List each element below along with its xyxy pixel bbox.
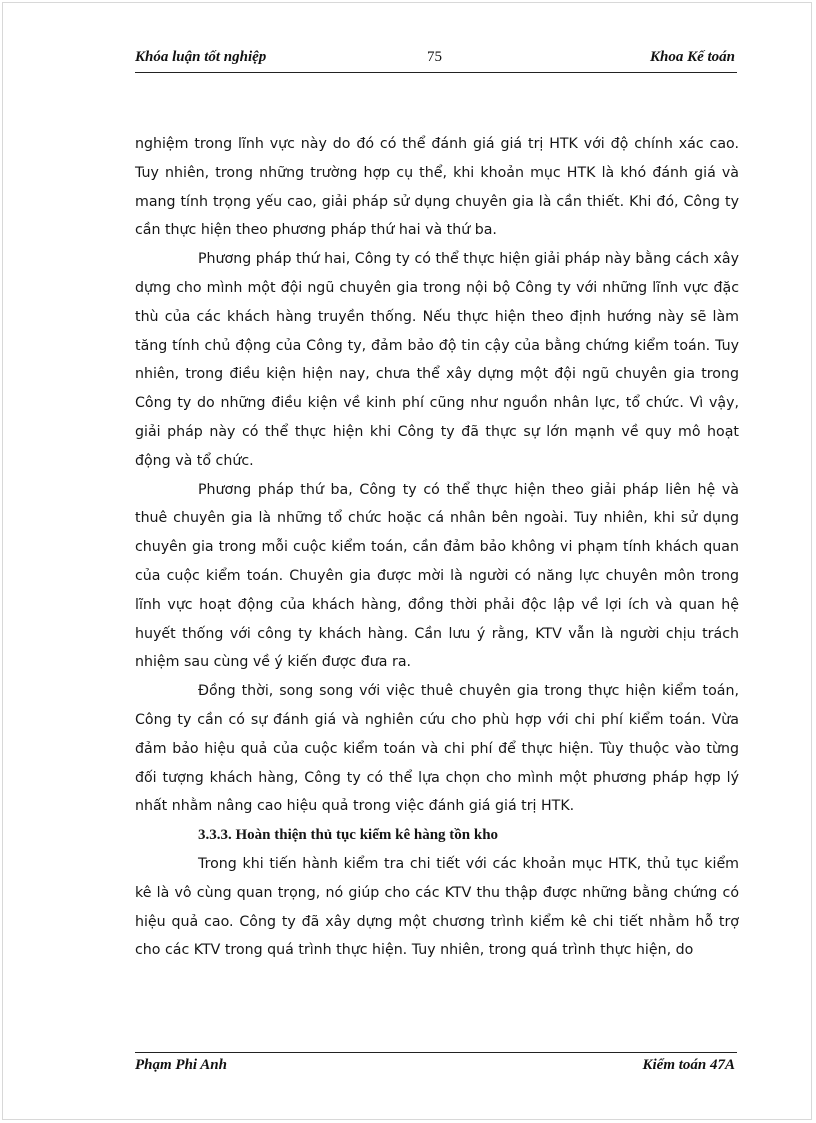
paragraph-method-two: Phương pháp thứ hai, Công ty có thể thực hiện giải pháp này bằng cách xây dựng cho mình một đội ngũ chuyên gia trong nội bộ Công ty với những lĩnh vực đặc thù của các khách hàng truyền thống. Nếu thực hiện theo định hướng này sẽ làm tăng tính chủ động của Công ty, đảm bảo độ tin cậy của bằng chứng kiểm toán. Tuy nhiên, trong điều kiện hiện nay, chưa thể xây dựng một đội ngũ chuyên gia trong Công ty do những điều kiện về kinh phí cũng như nguồn nhân lực, tổ chức. Vì vậy, giải pháp này có thể thực hiện khi Công ty đã thực sự lớn mạnh về quy mô hoạt động và tổ chức. bbox=[135, 251, 739, 469]
section-heading: 3.3.3. Hoàn thiện thủ tục kiểm kê hàng tồn kho bbox=[198, 827, 499, 844]
header-thesis-title: Khóa luận tốt nghiệp bbox=[135, 49, 267, 65]
footer-class: Kiểm toán 47A bbox=[642, 1057, 735, 1073]
page-footer bbox=[135, 1052, 737, 1073]
document-body bbox=[135, 130, 739, 965]
paragraph-method-three: Phương pháp thứ ba, Công ty có thể thực hiện theo giải pháp liên hệ và thuê chuyên gia là những tổ chức hoặc cá nhân bên ngoài. Tuy nhiên, khi sử dụng chuyên gia trong mỗi cuộc kiểm toán, cần đảm bảo không vi phạm tính khách quan của cuộc kiểm toán. Chuyên gia được mời là người có năng lực chuyên môn trong lĩnh vực hoạt động của khách hàng, đồng thời phải độc lập về lợi ích và quan hệ huyết thống với công ty khách hàng. Cần lưu ý rằng, KTV vẫn là người chịu trách nhiệm sau cùng về ý kiến được đưa ra. bbox=[135, 481, 739, 671]
page-number: 75 bbox=[427, 49, 442, 65]
paragraph-inventory-count: Trong khi tiến hành kiểm tra chi tiết với các khoản mục HTK, thủ tục kiểm kê là vô cùng quan trọng, nó giúp cho các KTV thu thập được những bằng chứng có hiệu quả cao. Công ty đã xây dựng một chương trình kiểm kê chi tiết nhằm hỗ trợ cho các KTV trong quá trình thực hiện. Tuy nhiên, trong quá trình thực hiện, do bbox=[135, 855, 739, 959]
paragraph-cost-balance: Đồng thời, song song với việc thuê chuyên gia trong thực hiện kiểm toán, Công ty cần có sự đánh giá và nghiên cứu cho phù hợp với chi phí kiểm toán. Vừa đảm bảo hiệu quả của cuộc kiểm toán và chi phí để thực hiện. Tùy thuộc vào từng đối tượng khách hàng, Công ty có thể lựa chọn cho mình một phương pháp hợp lý nhất nhằm nâng cao hiệu quả trong việc đánh giá giá trị HTK. bbox=[135, 683, 739, 815]
paragraph-continued: nghiệm trong lĩnh vực này do đó có thể đánh giá giá trị HTK với độ chính xác cao. Tuy nhiên, trong những trường hợp cụ thể, khi khoản mục HTK là khó đánh giá và mang tính trọng yếu cao, giải pháp sử dụng chuyên gia là cần thiết. Khi đó, Công ty cần thực hiện theo phương pháp thứ hai và thứ ba. bbox=[135, 136, 739, 239]
page-header bbox=[135, 48, 737, 73]
header-faculty: Khoa Kế toán bbox=[649, 49, 735, 65]
footer-author: Phạm Phi Anh bbox=[135, 1057, 227, 1073]
